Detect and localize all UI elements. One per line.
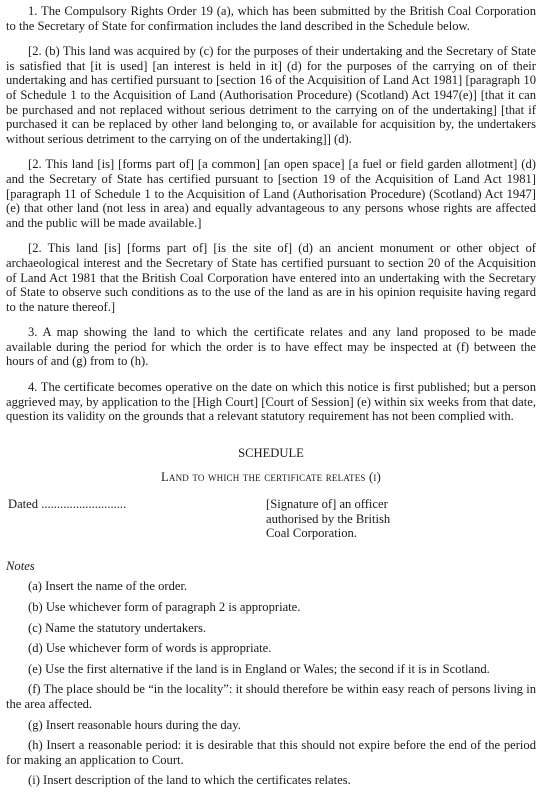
note-g: (g) Insert reasonable hours during the day. [28,717,241,732]
paragraph-3: 3. A map showing the land to which the certificate relates and any land proposed to be made available during the period for which the order is to have effect may be inspected at (f) between the hours of and (g) from to (h). [6,325,536,369]
note-f: (f) The place should be “in the locality”: it should therefore be within easy reach of persons living in the area affected. [6,682,536,711]
signature-text [266,497,436,541]
dated-line: Dated ........................... [8,497,127,512]
note-d: (d) Use whichever form of words is appropriate. [28,641,272,656]
paragraph-4: 4. The certificate becomes operative on the date on which this notice is first published; but a person aggrieved may, by application to the [High Court] [Court of Session] (e) within six weeks from that date, question its validity on the grounds that a relevant statutory requirement has not been complied with. [6,380,536,424]
notes-title: Notes [6,558,35,573]
note-e: (e) Use the first alternative if the land is in England or Wales; the second if it is in Scotland. [28,661,490,676]
signature-line-1: [Signature of] an officer [266,497,388,512]
schedule-subheading: Land to which the certificate relates (i) [161,470,381,485]
schedule-heading: SCHEDULE [238,445,304,460]
paragraph-2-ancient-monument: [2. This land [is] [forms part of] [is the site of] (d) an ancient monument or other object of archaeological interest and the Secretary of State has certified pursuant to section 20 of the Acquisition of Land Act 1981 that the British Coal Corporation have entered into an undertaking with the Secretary of State to observe such conditions as to the use of the land as are in his opinion requisite having regard to the nature thereof.] [6,241,536,314]
note-b: (b) Use whichever form of paragraph 2 is appropriate. [28,600,301,614]
note-a: (a) Insert the name of the order. [28,579,188,594]
signature-block [6,497,536,541]
signature-line-2: authorised by the British [266,511,391,526]
note-h: (h) Insert a reasonable period: it is desirable that this should not expire before the end of the period for making an application to Court. [6,738,536,767]
note-i: (i) Insert description of the land to which the certificates relates. [28,773,351,788]
signature-line-3: Coal Corporation. [266,526,357,541]
paragraph-1: 1. The Compulsory Rights Order 19 (a), which has been submitted by the British Coal Corporation to the Secretary of State for confirmation includes the land described in the Schedule below. [6,4,536,33]
note-c: (c) Name the statutory undertakers. [28,620,206,635]
paragraph-2-acquired-land: [2. (b) This land was acquired by (c) for the purposes of their undertaking and the Secretary of State is satisfied that [it is used] [an interest is held in it] (d) for the purposes of the carrying on of their undertaking and has certified pursuant to [section 16 of the Acquisition of Land Act 1981] [paragraph 10 of Schedule 1 to the Acquisition of Land (Authorisation Procedure) (Scotland) Act 1947(e)] [that it can be purchased and not replaced without serious detriment to the carrying on of the undertaking] [that if purchased it can be replaced by other land belonging to, or available for acquisition by, the undertakers without serious detriment to the carrying on of the undertaking]] (d). [6,44,536,146]
paragraph-2-common-land: [2. This land [is] [forms part of] [a common] [an open space] [a fuel or field garden allotment] (d) and the Secretary of State has certified pursuant to [section 19 of the Acquisition of Land Act 1981] [paragraph 11 of Schedule 1 to the Acquisition of Land (Authorisation Procedure) (Scotland) Act 1947] (e) that other land (not less in area) and equally advantageous to any persons whose rights are affected and the public will be made available.] [6,157,536,230]
